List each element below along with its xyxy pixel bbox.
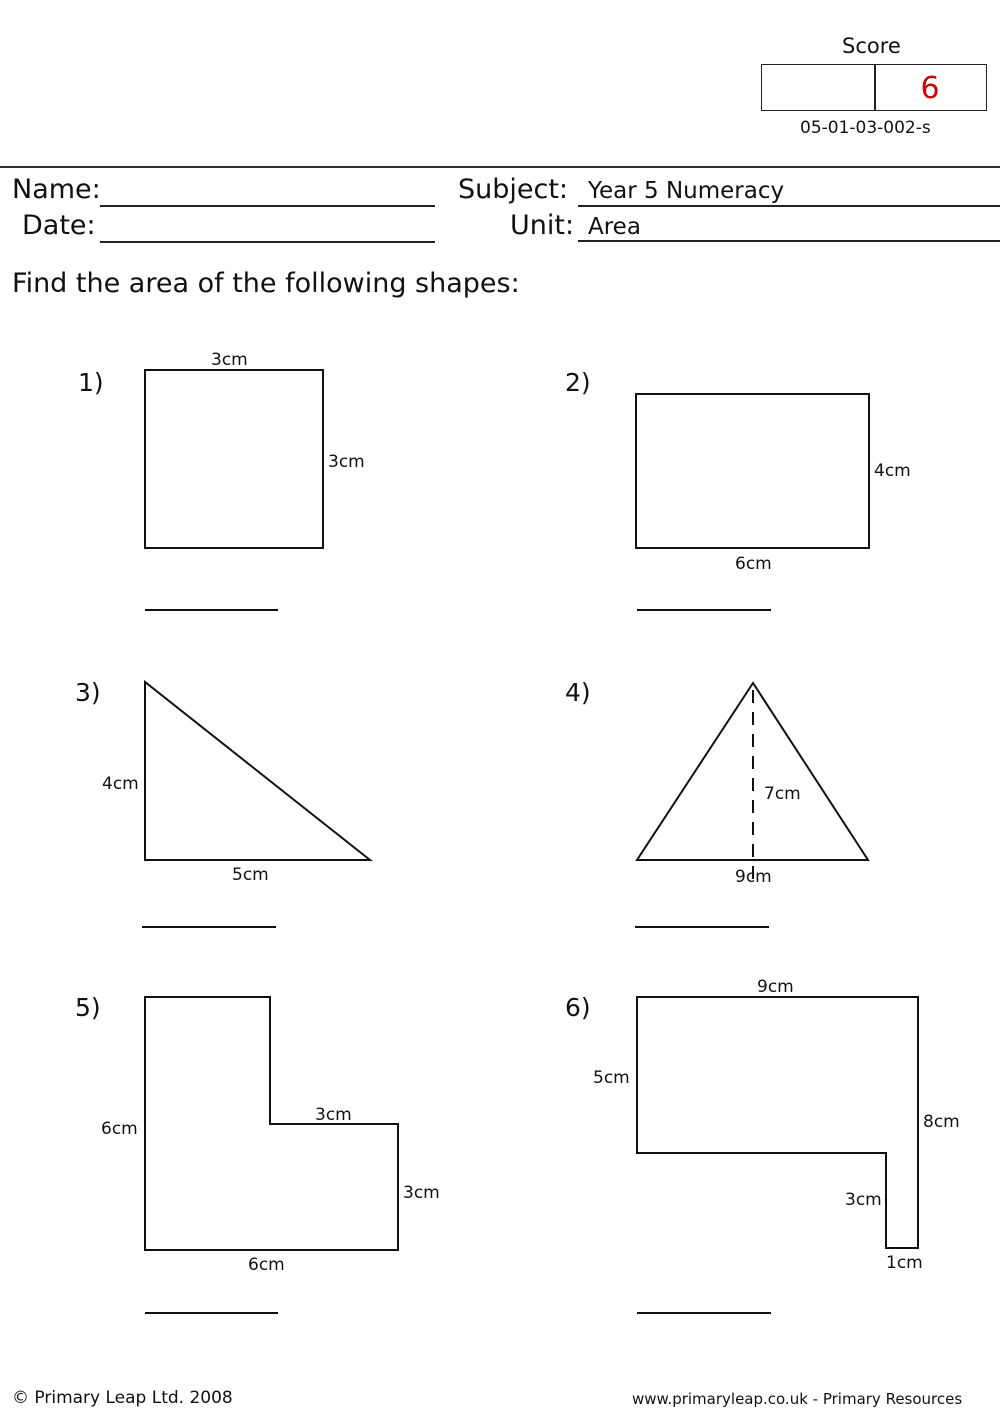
shape-2-rectangle xyxy=(636,394,869,548)
q1-side-label: 3cm xyxy=(328,452,365,472)
question-6-number: 6) xyxy=(565,993,591,1022)
footer-copyright: © Primary Leap Ltd. 2008 xyxy=(12,1388,233,1408)
q2-bottom-label: 6cm xyxy=(735,554,772,574)
date-label: Date: xyxy=(22,210,96,241)
q6-bottom-label: 1cm xyxy=(886,1253,923,1273)
shape-6-l-shape xyxy=(637,997,918,1248)
footer-site[interactable]: www.primaryleap.co.uk - Primary Resources xyxy=(632,1390,963,1408)
q3-bottom-label: 5cm xyxy=(232,865,269,885)
shape-3-right-triangle xyxy=(145,682,370,860)
q6-top-label: 9cm xyxy=(757,977,794,997)
question-2-number: 2) xyxy=(565,368,591,397)
q6-inner-label: 3cm xyxy=(845,1190,882,1210)
subject-label: Subject: xyxy=(458,174,569,205)
q5-bottom-label: 6cm xyxy=(248,1255,285,1275)
instruction-text: Find the area of the following shapes: xyxy=(12,268,520,299)
q2-side-label: 4cm xyxy=(874,461,911,481)
q5-step-label: 3cm xyxy=(315,1105,352,1125)
q3-side-label: 4cm xyxy=(102,774,139,794)
q6-left-label: 5cm xyxy=(593,1068,630,1088)
score-value: 6 xyxy=(920,71,940,106)
q1-top-label: 3cm xyxy=(211,350,248,370)
shape-1-square xyxy=(145,370,323,548)
subject-value: Year 5 Numeracy xyxy=(588,178,785,204)
q5-left-label: 6cm xyxy=(101,1119,138,1139)
question-5-number: 5) xyxy=(75,993,101,1022)
unit-value: Area xyxy=(588,214,641,240)
unit-label: Unit: xyxy=(510,210,575,241)
question-3-number: 3) xyxy=(75,678,101,707)
question-1-number: 1) xyxy=(78,368,104,397)
q4-base-label: 9cm xyxy=(735,867,772,887)
worksheet-code: 05-01-03-002-s xyxy=(800,118,931,138)
q5-right-label: 3cm xyxy=(403,1183,440,1203)
shape-5-l-shape xyxy=(145,997,398,1250)
question-4-number: 4) xyxy=(565,678,591,707)
q6-right-label: 8cm xyxy=(923,1112,960,1132)
name-label: Name: xyxy=(12,174,101,205)
score-label: Score xyxy=(842,34,901,58)
q4-height-label: 7cm xyxy=(764,784,801,804)
